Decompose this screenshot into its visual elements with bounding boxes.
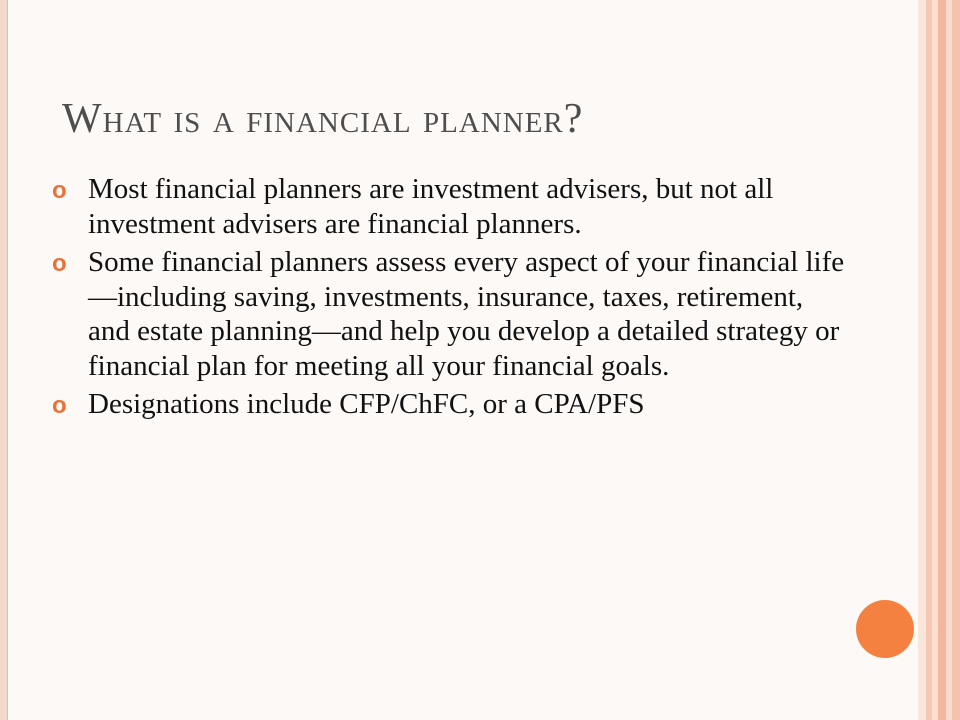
stripe: [938, 0, 946, 720]
bullet-icon: o: [52, 392, 67, 419]
slide-title: What is a financial planner?: [62, 96, 584, 142]
stripe: [918, 0, 926, 720]
right-decorative-stripes: [918, 0, 960, 720]
left-frame-border: [0, 0, 8, 720]
bullet-text: Most financial planners are investment advisers, but not all investment advisers are financial planners.: [88, 173, 774, 240]
bullet-item: [52, 172, 852, 241]
bullet-text: Designations include CFP/ChFC, or a CPA/PFS: [88, 388, 645, 420]
bullet-item: [52, 245, 852, 383]
bullet-list: [52, 172, 852, 427]
bullet-item: [52, 387, 852, 423]
decorative-circle-icon: [856, 600, 914, 658]
bullet-icon: o: [52, 250, 67, 277]
bullet-text: Some financial planners assess every aspect of your financial life—including saving, investments, insurance, taxes, retirement, and estate planning—and help you develop a detailed strategy or financial plan for meeting all your financial goals.: [88, 246, 845, 382]
bullet-icon: o: [52, 177, 67, 204]
stripe: [952, 0, 960, 720]
